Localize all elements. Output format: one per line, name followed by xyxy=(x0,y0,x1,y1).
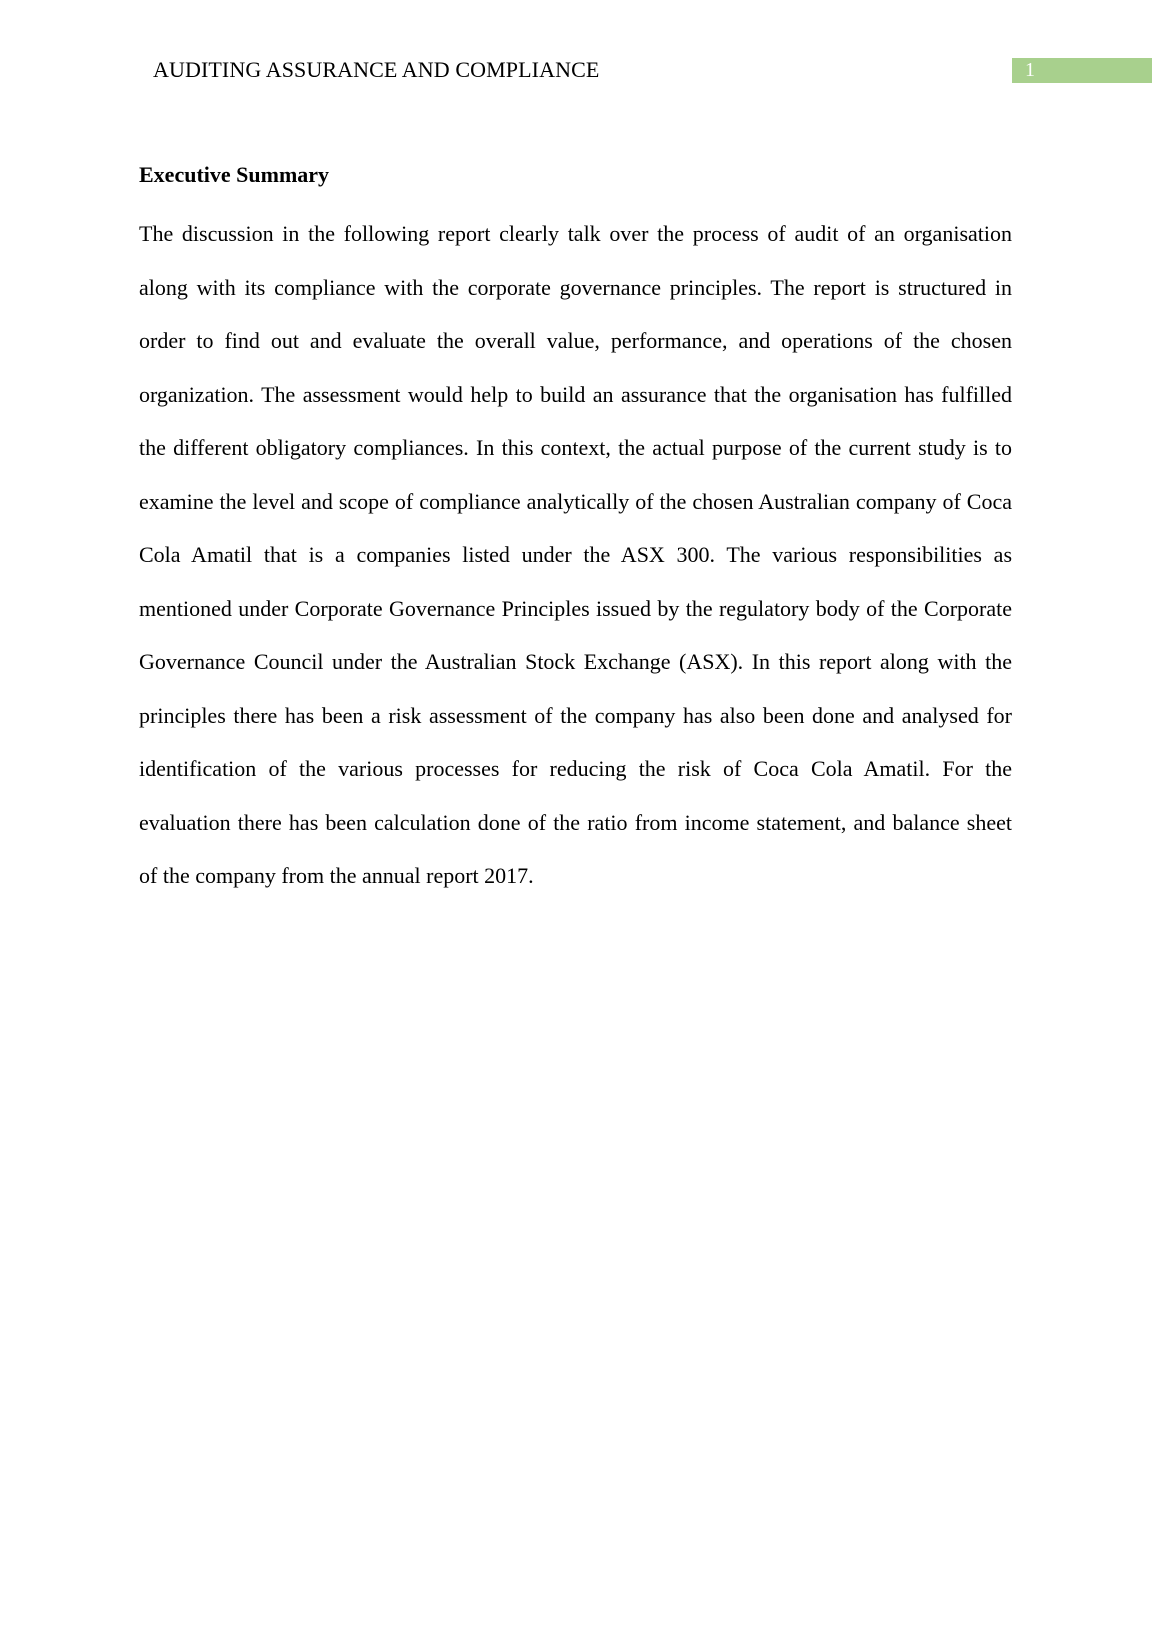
page-number-badge xyxy=(1012,58,1152,83)
section-heading: Executive Summary xyxy=(139,162,330,187)
document-body xyxy=(139,160,1012,903)
running-header-title: AUDITING ASSURANCE AND COMPLIANCE xyxy=(153,57,600,82)
page-number: 1 xyxy=(1025,59,1035,81)
executive-summary-paragraph: The discussion in the following report clearly talk over the process of audit of an organisation along with its compliance with the corporate governance principles. The report is structured in order to find out and evaluate the overall value, performance, and operations of the chosen organization. The assessment would help to build an assurance that the organisation has fulfilled the different obligatory compliances. In this context, the actual purpose of the current study is to examine the level and scope of compliance analytically of the chosen Australian company of Coca Cola Amatil that is a companies listed under the ASX 300. The various responsibilities as mentioned under Corporate Governance Principles issued by the regulatory body of the Corporate Governance Council under the Australian Stock Exchange (ASX). In this report along with the principles there has been a risk assessment of the company has also been done and analysed for identification of the various processes for reducing the risk of Coca Cola Amatil. For the evaluation there has been calculation done of the ratio from income statement, and balance sheet of the company from the annual report 2017. xyxy=(139,221,1012,888)
